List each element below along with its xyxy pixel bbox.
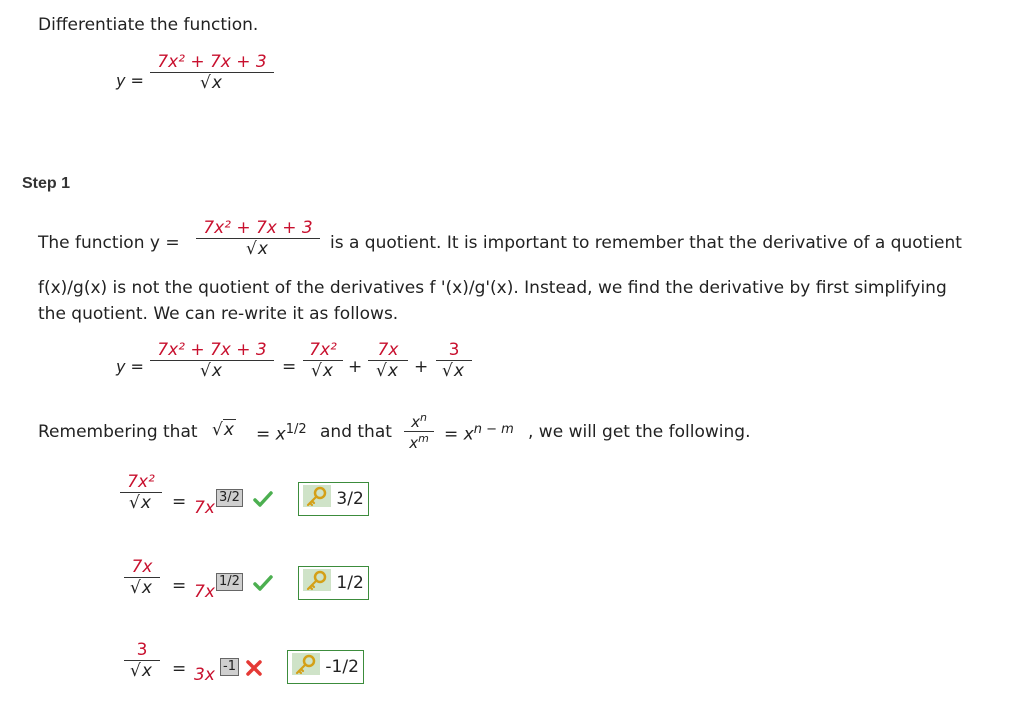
step-line2: f(x)/g(x) is not the quotient of the derivatives f '(x)/g'(x). Instead, we find the derivative by first simplifying	[38, 278, 947, 298]
eq-nm: = $x^{n - m}$	[444, 422, 514, 445]
inline-fraction: 7x² + 7x + 3 √x	[196, 218, 320, 259]
step-label: Step 1	[22, 175, 71, 192]
key-icon	[303, 485, 331, 513]
plus-1: +	[348, 357, 363, 377]
y-equals: y =	[116, 71, 144, 90]
answer2-fraction: 7x √x	[124, 557, 160, 598]
remember-text1: Remembering that	[38, 422, 198, 442]
answer1-input[interactable]: 3/2	[216, 486, 243, 507]
inline-numerator: 7x² + 7x + 3	[203, 218, 313, 238]
answer1-equals: =	[172, 492, 187, 512]
answer2-key[interactable]: 1/2	[298, 566, 369, 600]
term1-fraction: 7x² √x	[303, 340, 343, 381]
answer3-equals: =	[172, 659, 187, 679]
answer3-key[interactable]: -1/2	[287, 650, 364, 684]
eq-half: = $x^{1/2}$	[256, 422, 307, 445]
rewrite-equals: =	[282, 357, 297, 377]
answer1-coef: 7x	[194, 498, 215, 518]
xn-over-xm: $x^n$ $x^m$	[404, 411, 434, 452]
step-line1-post: is a quotient. It is important to remember that the derivative of a quotient	[330, 233, 962, 253]
function-numerator: 7x² + 7x + 3	[157, 52, 267, 72]
term2-fraction: 7x √x	[368, 340, 408, 381]
question-prompt: Differentiate the function.	[38, 15, 259, 35]
remember-text2: and that	[320, 422, 392, 442]
cross-icon	[246, 658, 262, 678]
answer2-input[interactable]: 1/2	[216, 570, 243, 591]
inline-denominator: x	[257, 239, 268, 259]
answer2-coef: 7x	[194, 582, 215, 602]
rewrite-numerator: 7x² + 7x + 3	[157, 340, 267, 360]
plus-2: +	[414, 357, 429, 377]
check-icon	[253, 489, 273, 509]
answer2-equals: =	[172, 576, 187, 596]
function-fraction: 7x² + 7x + 3 √x	[150, 52, 274, 93]
answer3-input[interactable]: -1	[220, 655, 239, 676]
step-line3: the quotient. We can re-write it as follows.	[38, 304, 399, 324]
answer1-key[interactable]: 3/2	[298, 482, 369, 516]
remember-text3: , we will get the following.	[528, 422, 751, 442]
key-icon	[292, 653, 320, 681]
rewrite-fraction: 7x² + 7x + 3 √x	[150, 340, 274, 381]
sqrt-x: √x	[212, 420, 234, 440]
rewrite-y-equals: y =	[116, 357, 144, 376]
key-icon	[303, 569, 331, 597]
step-line1-pre: The function y =	[38, 233, 180, 253]
answer1-fraction: 7x² √x	[120, 472, 162, 513]
check-icon	[253, 573, 273, 593]
term3-fraction: 3 √x	[436, 340, 472, 381]
function-denominator: x	[211, 73, 222, 93]
answer3-coef: 3x	[194, 665, 215, 685]
answer3-fraction: 3 √x	[124, 640, 160, 681]
